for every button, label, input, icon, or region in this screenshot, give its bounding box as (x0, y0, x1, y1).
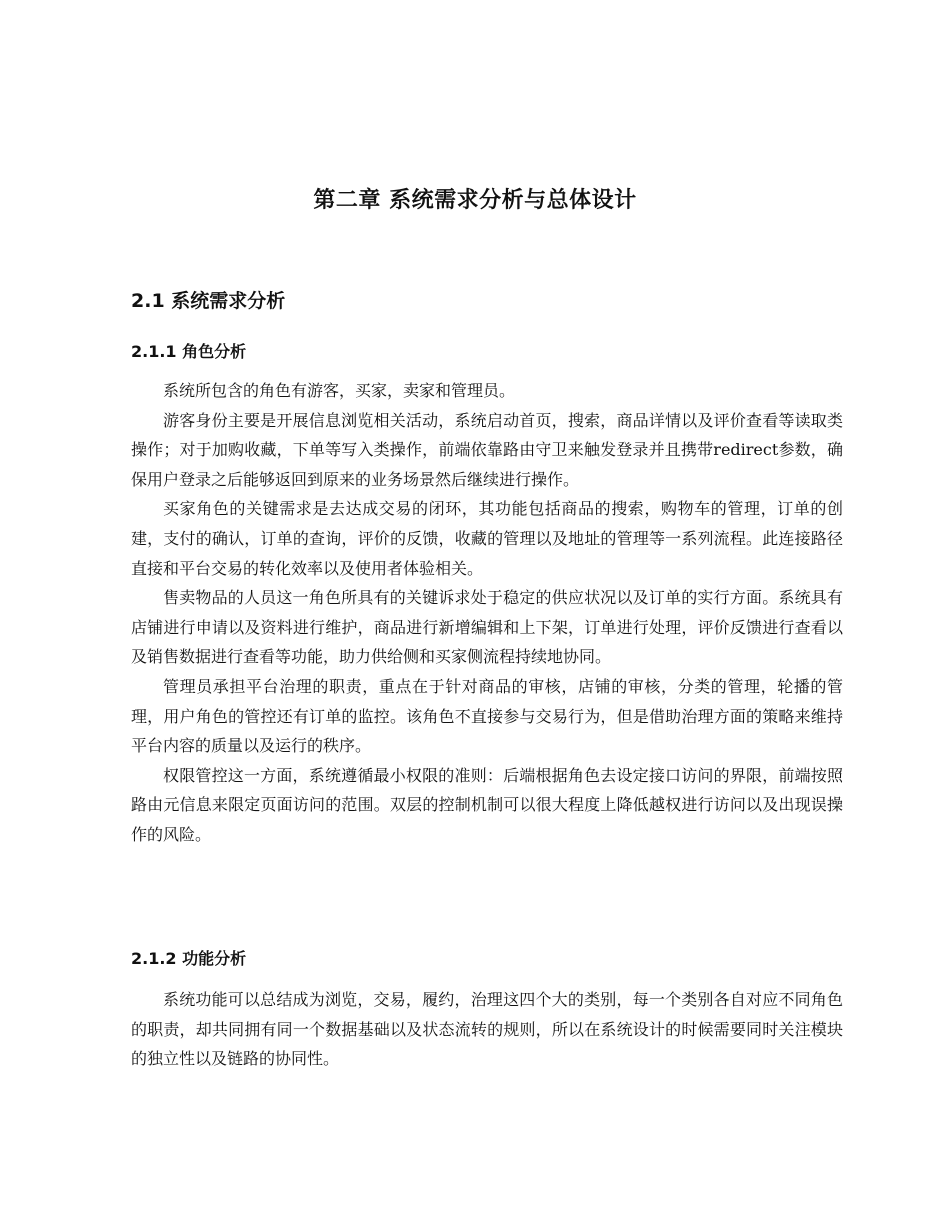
paragraph: 管理员承担平台治理的职责，重点在于针对商品的审核，店铺的审核，分类的管理，轮播的管理，用户角色的管控还有订单的监控。该角色不直接参与交易行为，但是借助治理方面的策略来维持平台内容的质量以及运行的秩序。 (131, 676, 843, 756)
paragraph: 权限管控这一方面，系统遵循最小权限的准则：后端根据角色去设定接口访问的界限，前端按照路由元信息来限定页面访问的范围。双层的控制机制可以很大程度上降低越权进行访问以及出现误操作的风险。 (131, 765, 843, 844)
subsection-heading-function-analysis: 2.1.2 功能分析 (131, 949, 247, 968)
paragraph: 系统所包含的角色有游客，买家，卖家和管理员。 (163, 381, 516, 400)
function-analysis-body (131, 985, 843, 1074)
paragraph: 买家角色的关键需求是去达成交易的闭环，其功能包括商品的搜索，购物车的管理，订单的创建，支付的确认，订单的查询，评价的反馈，收藏的管理以及地址的管理等一系列流程。此连接路径直接和平台交易的转化效率以及使用者体验相关。 (131, 499, 843, 578)
paragraph: 游客身份主要是开展信息浏览相关活动，系统启动首页，搜索，商品详情以及评价查看等读取类操作；对于加购收藏，下单等写入类操作，前端依靠路由守卫来触发登录并且携带redirect参数，确保用户登录之后能够返回到原来的业务场景然后继续进行操作。 (131, 410, 843, 489)
chapter-title: 第二章 系统需求分析与总体设计 (313, 188, 637, 213)
paragraph: 系统功能可以总结成为浏览，交易，履约，治理这四个大的类别，每一个类别各自对应不同角色的职责，却共同拥有同一个数据基础以及状态流转的规则，所以在系统设计的时候需要同时关注模块的独立性以及链路的协同性。 (131, 990, 843, 1069)
role-analysis-body (131, 376, 843, 850)
paragraph: 售卖物品的人员这一角色所具有的关键诉求处于稳定的供应状况以及订单的实行方面。系统具有店铺进行申请以及资料进行维护，商品进行新增编辑和上下架，订单进行处理，评价反馈进行查看以及销售数据进行查看等功能，助力供给侧和买家侧流程持续地协同。 (131, 588, 843, 667)
subsection-heading-role-analysis: 2.1.1 角色分析 (131, 342, 247, 361)
section-heading: 2.1 系统需求分析 (131, 290, 286, 312)
